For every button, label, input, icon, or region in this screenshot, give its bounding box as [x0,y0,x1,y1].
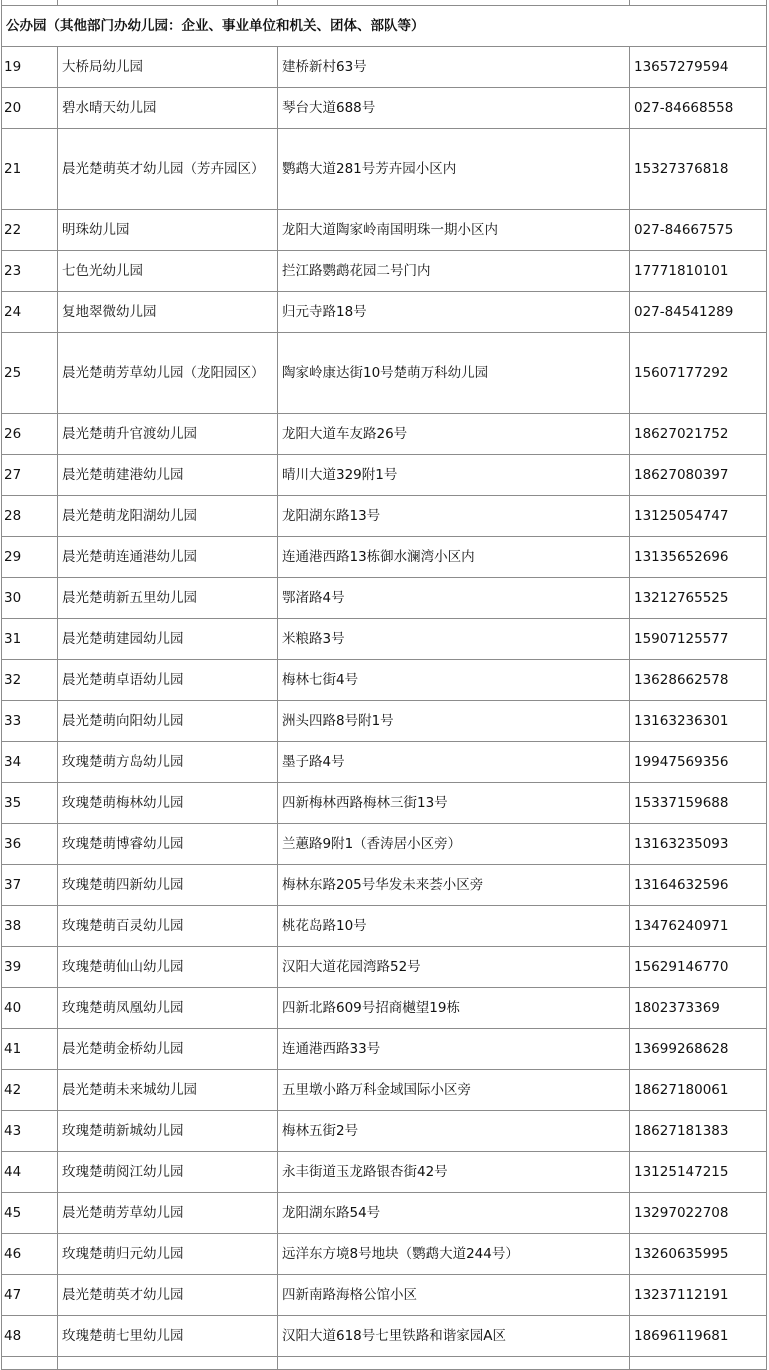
table-row-partial [2,1357,767,1370]
table-row [2,129,767,210]
table-row [2,578,767,619]
cell-number: 42 [2,1070,58,1111]
cell-address: 晴川大道329附1号 [278,455,630,496]
cell-kindergarten-name: 晨光楚萌芳草幼儿园（龙阳园区） [58,333,278,414]
cell-address: 龙阳湖东路13号 [278,496,630,537]
cell-phone: 027-84668558 [630,88,767,129]
cell-phone: 13163235093 [630,824,767,865]
cell-address: 连通港西路33号 [278,1029,630,1070]
cell-kindergarten-name: 晨光楚萌金桥幼儿园 [58,1029,278,1070]
cell-address: 龙阳湖东路54号 [278,1193,630,1234]
cell-address: 归元寺路18号 [278,292,630,333]
cell-phone: 13476240971 [630,906,767,947]
table-row [2,251,767,292]
cell-phone: 13699268628 [630,1029,767,1070]
cell-number: 44 [2,1152,58,1193]
cell-phone: 027-84667575 [630,210,767,251]
cell-phone: 027-84541289 [630,292,767,333]
cell-kindergarten-name: 玫瑰楚萌阅江幼儿园 [58,1152,278,1193]
cell-address: 陶家岭康达街10号楚萌万科幼儿园 [278,333,630,414]
cell-phone: 15907125577 [630,619,767,660]
cell-phone: 15607177292 [630,333,767,414]
cell-address: 四新北路609号招商樾望19栋 [278,988,630,1029]
cell-address: 琴台大道688号 [278,88,630,129]
table-row [2,537,767,578]
cell-phone: 13125147215 [630,1152,767,1193]
section-heading-row [2,6,767,47]
cell-kindergarten-name: 晨光楚萌英才幼儿园（芳卉园区） [58,129,278,210]
cell-number: 43 [2,1111,58,1152]
cell-kindergarten-name: 晨光楚萌卓语幼儿园 [58,660,278,701]
cell-number: 45 [2,1193,58,1234]
table-row [2,906,767,947]
cell-address: 四新梅林西路梅林三街13号 [278,783,630,824]
table-body [2,0,767,1370]
cell-phone: 15337159688 [630,783,767,824]
cell-address: 洲头四路8号附1号 [278,701,630,742]
cell-number: 38 [2,906,58,947]
cell-number: 24 [2,292,58,333]
table-row [2,1275,767,1316]
cell-kindergarten-name: 晨光楚萌未来城幼儿园 [58,1070,278,1111]
cell-number: 29 [2,537,58,578]
table-row [2,1111,767,1152]
table-row [2,865,767,906]
table-row [2,88,767,129]
cell-phone: 13297022708 [630,1193,767,1234]
cell-kindergarten-name: 玫瑰楚萌仙山幼儿园 [58,947,278,988]
cell-kindergarten-name: 晨光楚萌升官渡幼儿园 [58,414,278,455]
cell-phone: 13260635995 [630,1234,767,1275]
cell-kindergarten-name: 晨光楚萌建园幼儿园 [58,619,278,660]
cell-number: 25 [2,333,58,414]
cell-kindergarten-name: 玫瑰楚萌凤凰幼儿园 [58,988,278,1029]
cell-kindergarten-name: 晨光楚萌连通港幼儿园 [58,537,278,578]
cell-kindergarten-name: 晨光楚萌英才幼儿园 [58,1275,278,1316]
cell-phone: 18627080397 [630,455,767,496]
cell-address: 拦江路鹦鹉花园二号门内 [278,251,630,292]
cell-address: 建桥新村63号 [278,47,630,88]
cell-address: 兰蕙路9附1（香涛居小区旁） [278,824,630,865]
cell-phone: 18627181383 [630,1111,767,1152]
table-row [2,947,767,988]
table-row [2,1029,767,1070]
cell-kindergarten-name: 玫瑰楚萌归元幼儿园 [58,1234,278,1275]
cell-address: 永丰街道玉龙路银杏街42号 [278,1152,630,1193]
cell-number: 26 [2,414,58,455]
cell-address: 汉阳大道花园湾路52号 [278,947,630,988]
table-row [2,210,767,251]
cell-kindergarten-name: 晨光楚萌向阳幼儿园 [58,701,278,742]
cell-number: 22 [2,210,58,251]
cell-number: 46 [2,1234,58,1275]
cell-address: 五里墩小路万科金域国际小区旁 [278,1070,630,1111]
cell-number: 27 [2,455,58,496]
cell-number: 40 [2,988,58,1029]
cell-kindergarten-name: 玫瑰楚萌博睿幼儿园 [58,824,278,865]
cell-phone: 18696119681 [630,1316,767,1357]
table-row [2,701,767,742]
cell-phone: 18627021752 [630,414,767,455]
cell-number: 33 [2,701,58,742]
cell-number: 19 [2,47,58,88]
cell-number: 36 [2,824,58,865]
cell-kindergarten-name: 复地翠微幼儿园 [58,292,278,333]
table-row [2,742,767,783]
table-row [2,988,767,1029]
table-row [2,824,767,865]
cell-address: 鄂渚路4号 [278,578,630,619]
cell-address: 梅林东路205号华发未来荟小区旁 [278,865,630,906]
cell-address: 连通港西路13栋御水澜湾小区内 [278,537,630,578]
cell-kindergarten-name: 玫瑰楚萌百灵幼儿园 [58,906,278,947]
cell-kindergarten-name: 晨光楚萌龙阳湖幼儿园 [58,496,278,537]
cell-phone: 13657279594 [630,47,767,88]
cell-address: 桃花岛路10号 [278,906,630,947]
cell-phone: 13135652696 [630,537,767,578]
cell-kindergarten-name: 碧水晴天幼儿园 [58,88,278,129]
cell-address: 鹦鹉大道281号芳卉园小区内 [278,129,630,210]
cell-address: 四新南路海格公馆小区 [278,1275,630,1316]
cell-number: 28 [2,496,58,537]
table-row [2,1070,767,1111]
cell-kindergarten-name: 玫瑰楚萌梅林幼儿园 [58,783,278,824]
cell-number: 32 [2,660,58,701]
cell-kindergarten-name: 晨光楚萌芳草幼儿园 [58,1193,278,1234]
table-row [2,1234,767,1275]
cell-phone: 1802373369 [630,988,767,1029]
cell-number: 30 [2,578,58,619]
cell-phone: 15629146770 [630,947,767,988]
cell-number: 39 [2,947,58,988]
cell-address: 龙阳大道陶家岭南国明珠一期小区内 [278,210,630,251]
cell-number: 23 [2,251,58,292]
section-heading: 公办园（其他部门办幼儿园：企业、事业单位和机关、团体、部队等） [2,6,767,47]
cell-address: 汉阳大道618号七里铁路和谐家园A区 [278,1316,630,1357]
cell-address: 米粮路3号 [278,619,630,660]
cell-number: 41 [2,1029,58,1070]
cell-phone: 13125054747 [630,496,767,537]
table-row [2,496,767,537]
cell-number: 34 [2,742,58,783]
table-row [2,455,767,496]
table-row [2,619,767,660]
cell-number: 21 [2,129,58,210]
table-row [2,414,767,455]
cell-address: 梅林七街4号 [278,660,630,701]
cell-kindergarten-name: 玫瑰楚萌四新幼儿园 [58,865,278,906]
cell-kindergarten-name: 玫瑰楚萌新城幼儿园 [58,1111,278,1152]
cell-phone: 15327376818 [630,129,767,210]
cell-kindergarten-name: 玫瑰楚萌七里幼儿园 [58,1316,278,1357]
table-row [2,333,767,414]
cell-phone: 13237112191 [630,1275,767,1316]
table-row [2,1193,767,1234]
cell-phone: 13164632596 [630,865,767,906]
cell-number: 47 [2,1275,58,1316]
cell-kindergarten-name: 明珠幼儿园 [58,210,278,251]
cell-phone: 18627180061 [630,1070,767,1111]
cell-phone: 13628662578 [630,660,767,701]
cell-address: 墨子路4号 [278,742,630,783]
table-row [2,783,767,824]
cell-address: 远洋东方境8号地块（鹦鹉大道244号） [278,1234,630,1275]
table-row [2,1152,767,1193]
cell-phone: 19947569356 [630,742,767,783]
cell-address: 梅林五街2号 [278,1111,630,1152]
table-row [2,47,767,88]
cell-kindergarten-name: 七色光幼儿园 [58,251,278,292]
cell-kindergarten-name: 大桥局幼儿园 [58,47,278,88]
cell-address: 龙阳大道车友路26号 [278,414,630,455]
table-row [2,1316,767,1357]
cell-number: 35 [2,783,58,824]
cell-number: 37 [2,865,58,906]
table-row [2,292,767,333]
table-row [2,660,767,701]
cell-phone: 13163236301 [630,701,767,742]
cell-kindergarten-name: 玫瑰楚萌方岛幼儿园 [58,742,278,783]
cell-phone: 17771810101 [630,251,767,292]
cell-number: 31 [2,619,58,660]
cell-number: 48 [2,1316,58,1357]
cell-kindergarten-name: 晨光楚萌建港幼儿园 [58,455,278,496]
cell-number: 20 [2,88,58,129]
cell-kindergarten-name: 晨光楚萌新五里幼儿园 [58,578,278,619]
cell-phone: 13212765525 [630,578,767,619]
